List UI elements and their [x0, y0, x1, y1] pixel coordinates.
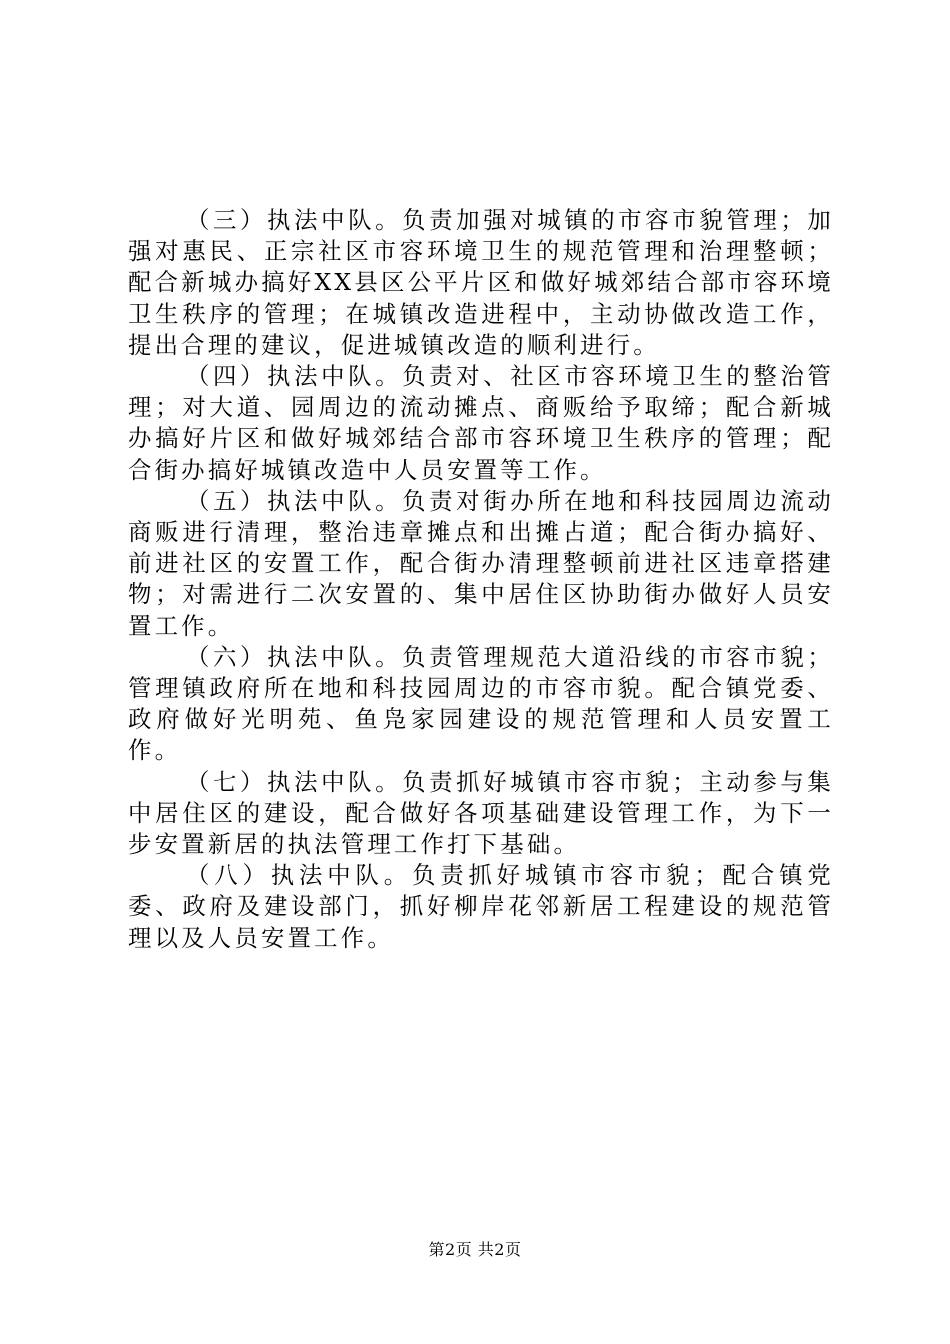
paragraph-squad-8: （八）执法中队。负责抓好城镇市容市貌；配合镇党委、政府及建设部门，抓好柳岸花邻新居工程建设的规范管理以及人员安置工作。 [128, 861, 834, 952]
paragraph-squad-7: （七）执法中队。负责抓好城镇市容市貌；主动参与集中居住区的建设，配合做好各项基础建设管理工作，为下一步安置新居的执法管理工作打下基础。 [128, 767, 834, 859]
paragraph-squad-3: （三）执法中队。负责加强对城镇的市容市貌管理；加强对惠民、正宗社区市容环境卫生的规范管理和治理整顿；配合新城办搞好XX县区公平片区和做好城郊结合部市容环境卫生秩序的管理；在城镇改造进程中，主动协做改造工作，提出合理的建议，促进城镇改造的顺利进行。 [128, 206, 834, 359]
paragraph-squad-5: （五）执法中队。负责对街办所在地和科技园周边流动商贩进行清理，整治违章摊点和出摊占道；配合街办搞好、前进社区的安置工作，配合街办清理整顿前进社区违章搭建物；对需进行二次安置的、集中居住区协助街办做好人员安置工作。 [128, 486, 834, 640]
page-number-footer: 第2页 共2页 [428, 1240, 522, 1259]
paragraph-squad-4: （四）执法中队。负责对、社区市容环境卫生的整治管理；对大道、园周边的流动摊点、商贩给予取缔；配合新城办搞好片区和做好城郊结合部市容环境卫生秩序的管理；配合街办搞好城镇改造中人员安置等工作。 [128, 362, 834, 484]
document-body [128, 205, 834, 954]
paragraph-squad-6: （六）执法中队。负责管理规范大道沿线的市容市貌；管理镇政府所在地和科技园周边的市容市貌。配合镇党委、政府做好光明苑、鱼凫家园建设的规范管理和人员安置工作。 [128, 642, 834, 765]
